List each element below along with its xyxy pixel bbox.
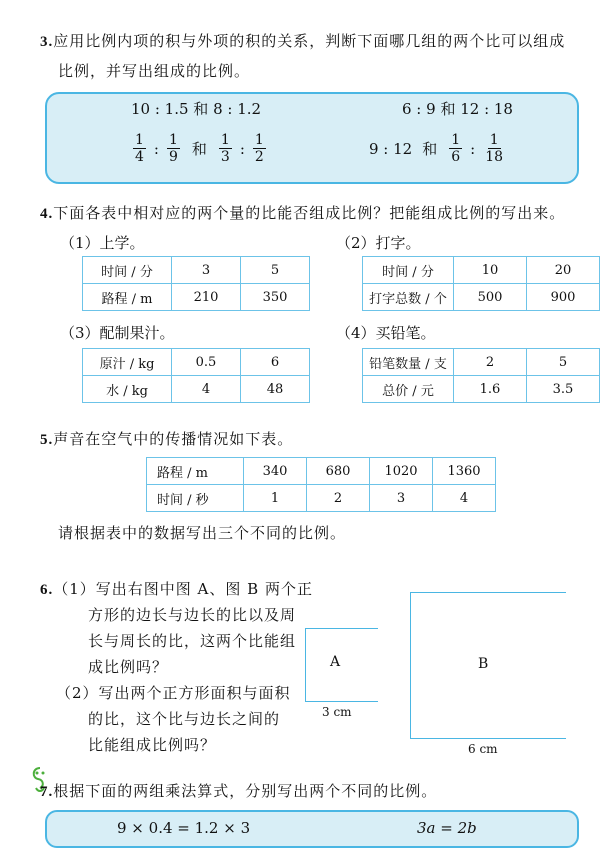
q4-part2-label: （2）打字。 — [336, 234, 421, 252]
q4-number: 4. — [40, 206, 54, 222]
q6-p2-line2: 的比，这个比与边长之间的 — [88, 710, 281, 728]
q6-p1-line2: 方形的边长与边长的比以及周 — [88, 606, 297, 624]
q5-heading — [40, 428, 293, 449]
q7-answer-box — [45, 810, 579, 848]
table-row: 时间 / 分 10 20 — [363, 257, 600, 284]
q3-answer-box — [45, 92, 579, 184]
q4-table4 — [362, 348, 600, 403]
fraction: $\frac{1}{3}$ — [220, 132, 230, 165]
q7-heading — [40, 780, 437, 801]
table-row: 路程 / m 340 680 1020 1360 — [147, 458, 496, 485]
fraction: $\frac{1}{2}$ — [254, 132, 264, 165]
fraction: $\frac{1}{18}$ — [485, 132, 504, 165]
q3-group2: 6 : 9 和 12 : 18 — [402, 100, 513, 118]
q7-text: 根据下面的两组乘法算式，分别写出两个不同的比例。 — [53, 782, 438, 800]
q4-text: 下面各表中相对应的两个量的比能否组成比例？把能组成比例的写出来。 — [53, 204, 566, 222]
square-b-side: 6 cm — [468, 742, 498, 756]
q5-instruction: 请根据表中的数据写出三个不同的比例。 — [58, 524, 347, 542]
table-row: 水 / kg 4 48 — [83, 376, 310, 403]
q3-number: 3. — [40, 34, 54, 50]
table-row: 铅笔数量 / 支 2 5 — [363, 349, 600, 376]
fraction: $\frac{1}{4}$ — [135, 132, 144, 165]
table-row: 时间 / 分 3 5 — [83, 257, 310, 284]
q5-text: 声音在空气中的传播情况如下表。 — [53, 430, 294, 448]
square-a-label: A — [330, 654, 341, 670]
q5-number: 5. — [40, 432, 54, 448]
q4-part4-label: （4）买铅笔。 — [336, 324, 436, 342]
q3-group4: 9 : 12 和 $\frac{1}{6}$ : $\frac{1}{18}$ — [369, 132, 504, 165]
q4-table3 — [82, 348, 310, 403]
q4-part3-label: （3）配制果汁。 — [60, 324, 175, 342]
q3-text-line1: 应用比例内项的积与外项的积的关系，判断下面哪几组的两个比可以组成 — [53, 32, 566, 50]
q3-line1 — [40, 30, 565, 51]
table-row: 打字总数 / 个 500 900 — [363, 284, 600, 311]
table-row: 总价 / 元 1.6 3.5 — [363, 376, 600, 403]
q6-p2-line1: （2）写出两个正方形面积与面积 — [56, 684, 291, 702]
square-a — [305, 628, 378, 702]
q7-number: 7. — [40, 784, 54, 800]
q6-number: 6. — [40, 582, 54, 598]
q4-heading — [40, 202, 565, 223]
table-row: 原汁 / kg 0.5 6 — [83, 349, 310, 376]
q6-p1-line1: 6.（1）写出右图中图 A、图 B 两个正 — [40, 580, 313, 598]
q6-p1-line4: 成比例吗？ — [88, 658, 169, 676]
square-a-side: 3 cm — [322, 705, 352, 719]
q4-part1-label: （1）上学。 — [60, 234, 145, 252]
table-row: 时间 / 秒 1 2 3 4 — [147, 485, 496, 512]
q4-table1 — [82, 256, 310, 311]
q7-equation2: 3a = 2b — [417, 819, 477, 837]
q5-table — [146, 457, 496, 512]
q3-text-line2: 比例，并写出组成的比例。 — [58, 62, 251, 80]
q7-equation1: 9 × 0.4 = 1.2 × 3 — [117, 819, 251, 837]
square-b-label: B — [478, 656, 489, 672]
q3-group1: 10 : 1.5 和 8 : 1.2 — [131, 100, 262, 118]
q6-p1-line3: 长与周长的比，这两个比能组 — [88, 632, 297, 650]
q4-table2 — [362, 256, 600, 311]
table-row: 路程 / m 210 350 — [83, 284, 310, 311]
q6-p2-line3: 比能组成比例吗？ — [88, 736, 217, 754]
fraction: $\frac{1}{9}$ — [168, 132, 178, 165]
q3-group3: $\frac{1}{4}$ : $\frac{1}{9}$ 和 $\frac{1}{3}$ : $\frac{1}{2}$ — [135, 132, 264, 165]
fraction: $\frac{1}{6}$ — [451, 132, 461, 165]
